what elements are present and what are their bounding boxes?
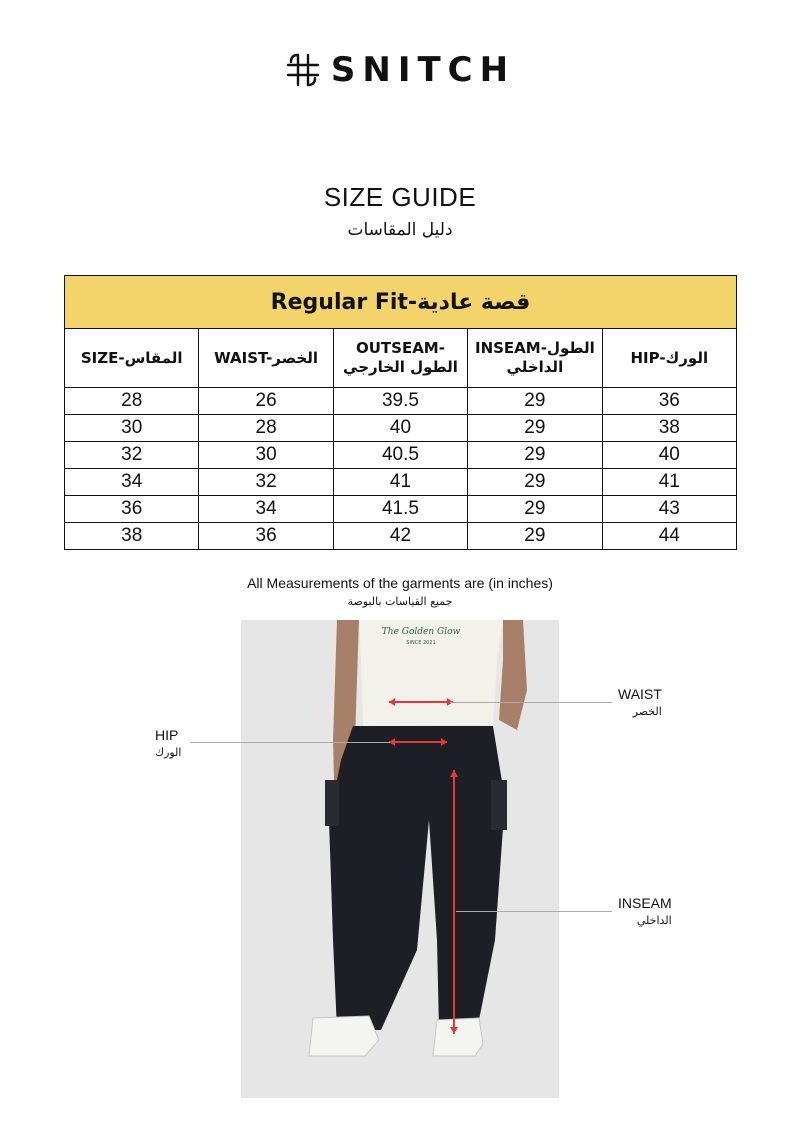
cell-outseam: 40.5 (333, 442, 467, 469)
table-row (65, 523, 737, 550)
hip-callout-label: HIP (155, 727, 179, 743)
cell-outseam: 39.5 (333, 388, 467, 415)
cell-inseam: 29 (468, 469, 602, 496)
column-header-hip (602, 329, 736, 388)
cell-hip: 44 (602, 523, 736, 550)
cell-size: 30 (65, 415, 199, 442)
cell-hip: 40 (602, 442, 736, 469)
inseam-callout-label-arabic: الداخلي (636, 914, 672, 927)
waist-leader-line (450, 702, 612, 703)
page-subtitle-arabic: دليل المقاسات (347, 220, 453, 240)
waist-callout-label-arabic: الخصر (632, 705, 662, 718)
table-row (65, 496, 737, 523)
cell-inseam: 29 (468, 415, 602, 442)
page-title: SIZE GUIDE (323, 182, 477, 212)
table-row (65, 469, 737, 496)
cell-inseam: 29 (468, 496, 602, 523)
cell-waist: 32 (199, 469, 333, 496)
measurement-note: All Measurements of the garments are (in inches) (247, 575, 553, 591)
cell-waist: 36 (199, 523, 333, 550)
hip-leader-line (190, 742, 390, 743)
cell-waist: 26 (199, 388, 333, 415)
cell-hip: 43 (602, 496, 736, 523)
cell-hip: 38 (602, 415, 736, 442)
left-cargo-pocket (325, 780, 339, 826)
right-cargo-pocket (491, 780, 507, 830)
left-sneaker (309, 1016, 379, 1056)
inseam-callout (618, 895, 672, 929)
cell-inseam: 29 (468, 523, 602, 550)
cell-size: 34 (65, 469, 199, 496)
brand-name: SNITCH (330, 50, 516, 90)
hip-callout-label-arabic: الورك (155, 746, 182, 759)
column-header-line: الداخلي (506, 358, 564, 376)
column-header-line: OUTSEAM- (355, 339, 445, 357)
column-header-line: WAIST-الخصر (214, 348, 318, 367)
inseam-callout-label: INSEAM (618, 895, 672, 911)
table-row (65, 388, 737, 415)
table-row (65, 442, 737, 469)
cell-waist: 34 (199, 496, 333, 523)
cell-waist: 30 (199, 442, 333, 469)
measurement-note-arabic: جميع القياسات بالبوصة (347, 595, 453, 608)
column-header-waist (199, 329, 333, 388)
shirt-print-text: The Golden Glow (381, 627, 461, 637)
cell-size: 28 (65, 388, 199, 415)
waist-callout (618, 686, 662, 720)
brand-logo (0, 50, 800, 90)
cell-outseam: 41 (333, 469, 467, 496)
cell-inseam: 29 (468, 388, 602, 415)
inseam-leader-line (456, 911, 612, 912)
cell-outseam: 42 (333, 523, 467, 550)
column-header-row (65, 329, 737, 388)
table-row (65, 415, 737, 442)
hip-callout (155, 727, 181, 761)
column-header-outseam (333, 329, 467, 388)
column-header-line: INSEAM-الطول (474, 339, 595, 357)
cell-waist: 28 (199, 415, 333, 442)
cell-size: 32 (65, 442, 199, 469)
cell-size: 36 (65, 496, 199, 523)
cell-hip: 36 (602, 388, 736, 415)
product-measurement-photo (241, 620, 559, 1098)
column-header-size (65, 329, 199, 388)
size-chart-table (64, 275, 737, 550)
shirt-print-subtext: SINCE 2021 (406, 640, 436, 646)
cell-hip: 41 (602, 469, 736, 496)
cell-outseam: 40 (333, 415, 467, 442)
cell-size: 38 (65, 523, 199, 550)
column-header-line: HIP-الورك (630, 348, 709, 367)
column-header-inseam (468, 329, 602, 388)
right-sneaker (433, 1018, 483, 1056)
fit-type-header: Regular Fit-قصة عادية (65, 276, 737, 329)
cell-outseam: 41.5 (333, 496, 467, 523)
column-header-line: SIZE-المقاس (80, 348, 183, 367)
snitch-grid-logo-icon (285, 52, 321, 88)
column-header-line: الطول الخارجي (343, 358, 458, 376)
cell-inseam: 29 (468, 442, 602, 469)
waist-callout-label: WAIST (618, 686, 662, 702)
